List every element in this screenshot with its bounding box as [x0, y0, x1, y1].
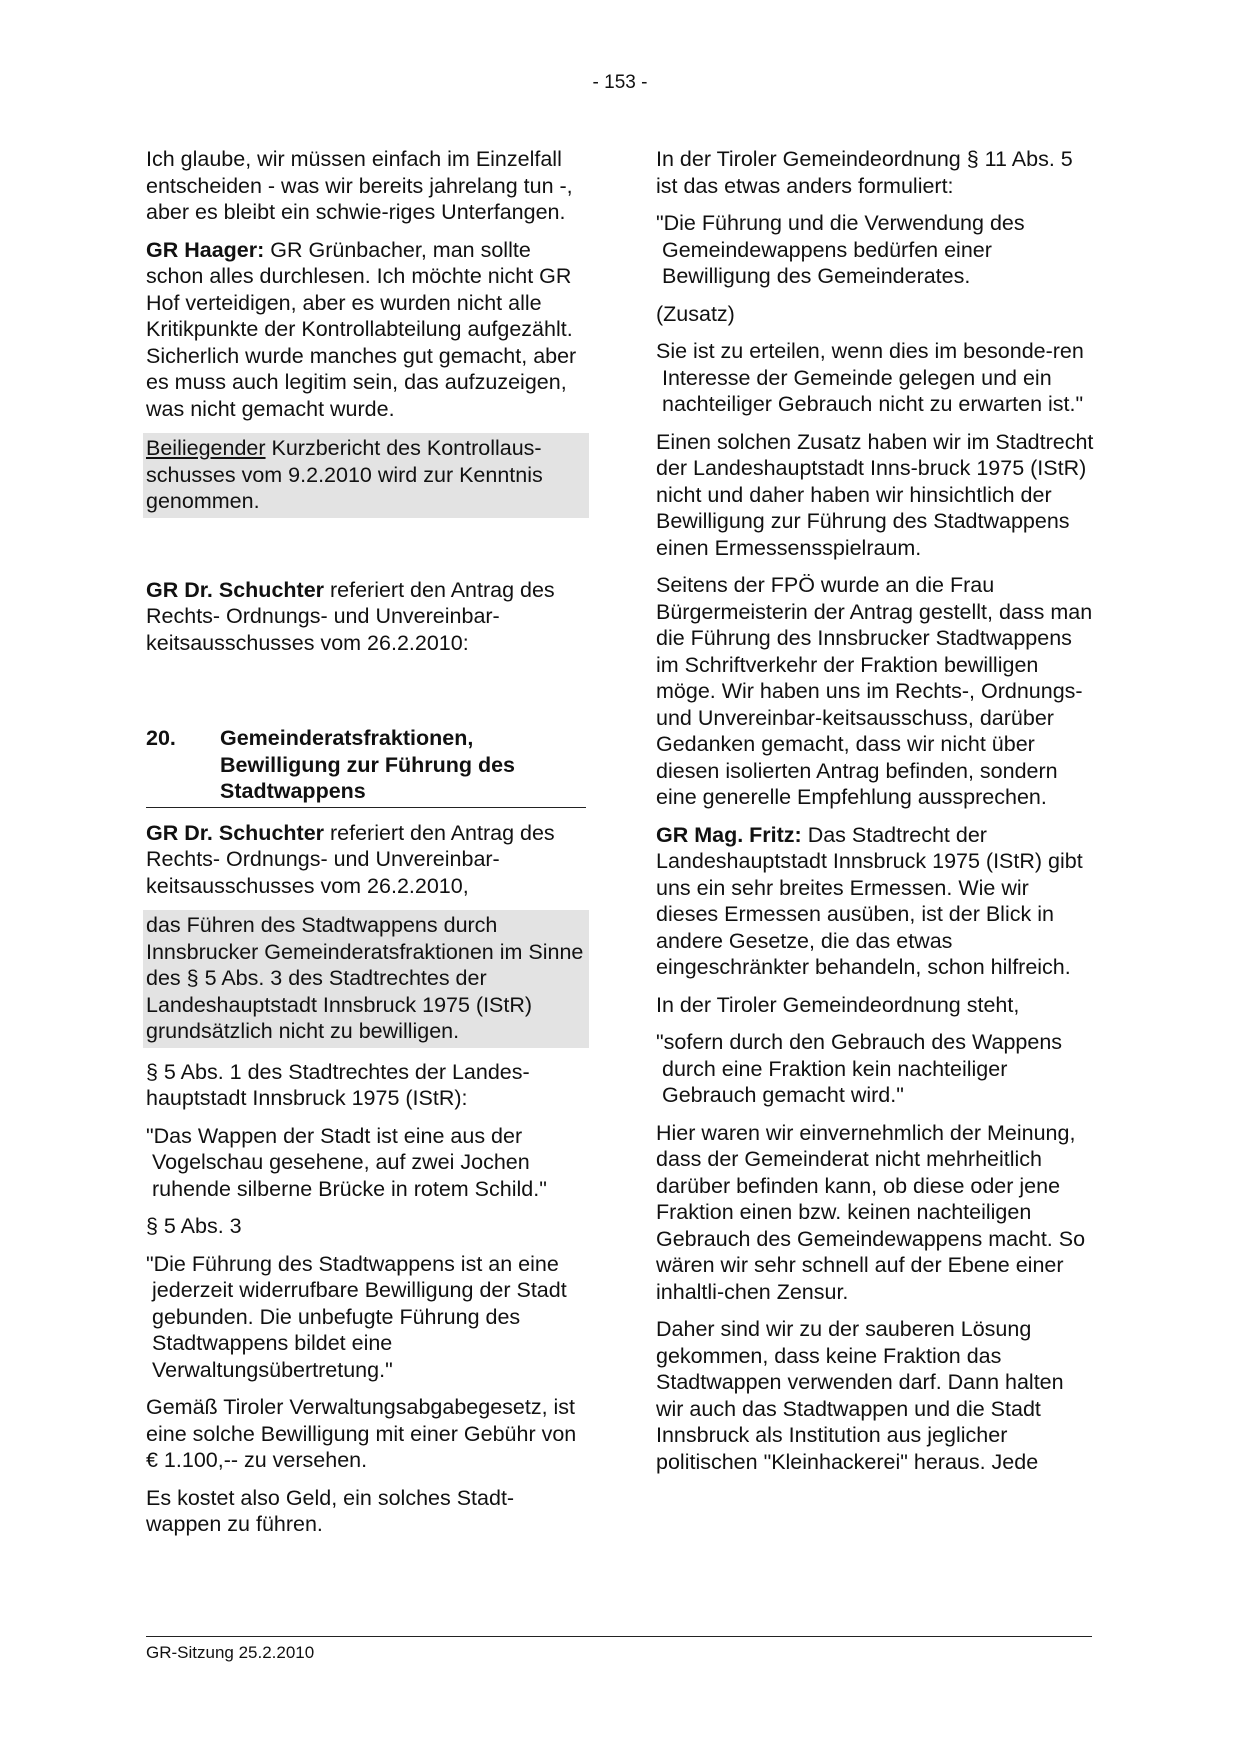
resolution-highlight [143, 433, 589, 518]
quote: "Die Führung und die Verwendung des Gemeindewappens bedürfen einer Bewilligung des Gemeinderates. [656, 211, 1025, 288]
right-column [656, 146, 1096, 1486]
paragraph: Hier waren wir einvernehmlich der Meinung, dass der Gemeinderat nicht mehrheitlich darüber befinden kann, ob diese oder jene Fraktion einen bzw. keinen nachteiligen Gebrauch des Gemeindewappens macht. So wären wir sehr schnell auf der Ebene einer inhaltli-chen Zensur. [656, 1120, 1086, 1304]
speech-schuchter [146, 820, 586, 900]
underlined-word: Beiliegender [146, 436, 266, 460]
page-number: - 153 - [592, 72, 648, 93]
footer-session-date: GR-Sitzung 25.2.2010 [146, 1643, 315, 1662]
paragraph: Gemäß Tiroler Verwaltungsabgabegesetz, ist eine solche Bewilligung mit einer Gebühr von € 1.100,-- zu versehen. [146, 1395, 577, 1472]
speech-schuchter-intro [146, 577, 586, 657]
quote-label: (Zusatz) [656, 301, 735, 326]
speech-text: GR Grünbacher, man sollte schon alles durchlesen. Ich möchte nicht GR Hof verteidigen, aber es wurden nicht alle Kritikpunkte der Kontrollabteilung aufgezählt. Sicherlich wurde manches gut gemacht, aber es muss auch legitim sein, das aufzuzeigen, was nicht gemacht wurde. [146, 237, 577, 421]
agenda-item-number: 20. [146, 726, 176, 750]
speech-text: referiert den Antrag des Rechts- Ordnungs- und Unvereinbar-keitsausschusses vom 26.2.2010: [146, 577, 555, 655]
agenda-item-heading [146, 725, 586, 808]
quote: Sie ist zu erteilen, wenn dies im besonde-ren Interesse der Gemeinde gelegen und ein nachteiliger Gebrauch nicht zu erwarten ist." [656, 339, 1084, 416]
left-column [146, 146, 586, 1549]
paragraph: Es kostet also Geld, ein solches Stadt-wappen zu führen. [146, 1485, 515, 1536]
quote: "sofern durch den Gebrauch des Wappens durch eine Fraktion kein nachteiliger Gebrauch gemacht wird." [656, 1030, 1063, 1107]
agenda-item-title: Gemeinderatsfraktionen, Bewilligung zur Führung des Stadtwappens [220, 726, 516, 803]
speaker-name: GR Dr. Schuchter [146, 577, 325, 602]
paragraph: In der Tiroler Gemeindeordnung steht, [656, 992, 1020, 1017]
quote: "Die Führung des Stadtwappens ist an eine jederzeit widerrufbare Bewilligung der Stadt gebunden. Die unbefugte Führung des Stadtwappens bildet eine Verwaltungsübertretung." [146, 1251, 567, 1382]
paragraph: Einen solchen Zusatz haben wir im Stadtrecht der Landeshauptstadt Inns-bruck 1975 (IStR) nicht und daher haben wir hinsichtlich der Bewilligung zur Führung des Stadtwappens einen Ermessensspielraum. [656, 429, 1094, 560]
paragraph: Daher sind wir zu der sauberen Lösung gekommen, dass keine Fraktion das Stadtwappen verwenden darf. Dann halten wir auch das Stadtwappen und die Stadt Innsbruck als Institution aus jeglicher politischen "Kleinhackerei" heraus. Jede [656, 1317, 1064, 1474]
speech-text: referiert den Antrag des Rechts- Ordnungs- und Unvereinbar-keitsausschusses vom 26.2.2010, [146, 820, 555, 898]
paragraph: § 5 Abs. 1 des Stadtrechtes der Landes-hauptstadt Innsbruck 1975 (IStR): [146, 1059, 530, 1110]
speech-text: Das Stadtrecht der Landeshauptstadt Innsbruck 1975 (IStR) gibt uns ein sehr breites Ermessen. Wie wir dieses Ermessen ausüben, ist der Blick in andere Gesetze, die das etwas eingeschränkter behandeln, schon hilfreich. [656, 822, 1083, 979]
footer-divider [146, 1636, 1092, 1637]
speaker-name: GR Mag. Fritz: [656, 822, 802, 847]
paragraph: Seitens der FPÖ wurde an die Frau Bürgermeisterin der Antrag gestellt, dass man die Führung des Innsbrucker Stadtwappens im Schriftverkehr der Fraktion bewilligen möge. Wir haben uns im Rechts-, Ordnungs- und Unvereinbar-keitsausschuss, darüber Gedanken gemacht, dass wir nicht über diesen isolierten Antrag befinden, sondern eine generelle Empfehlung aussprechen. [656, 573, 1093, 809]
paragraph: In der Tiroler Gemeindeordnung § 11 Abs. 5 ist das etwas anders formuliert: [656, 147, 1073, 198]
paragraph: Ich glaube, wir müssen einfach im Einzelfall entscheiden - was wir bereits jahrelang tun -, aber es bleibt ein schwie-riges Unterfangen. [146, 147, 573, 224]
resolution-text: Kurzbericht des Kontrollaus-schusses vom 9.2.2010 wird zur Kenntnis genommen. [146, 436, 543, 513]
speech-haager [146, 237, 586, 423]
motion-highlight: das Führen des Stadtwappens durch Innsbrucker Gemeinderatsfraktionen im Sinne des § 5 Abs. 3 des Stadtrechtes der Landeshauptstadt Innsbruck 1975 (IStR) grundsätzlich nicht zu bewilligen. [143, 910, 589, 1048]
quote: "Das Wappen der Stadt ist eine aus der Vogelschau gesehene, auf zwei Jochen ruhende silberne Brücke in rotem Schild." [146, 1123, 547, 1201]
speaker-name: GR Dr. Schuchter [146, 820, 325, 845]
speech-fritz [656, 822, 1096, 981]
paragraph: § 5 Abs. 3 [146, 1214, 242, 1238]
speaker-name: GR Haager: [146, 237, 265, 262]
